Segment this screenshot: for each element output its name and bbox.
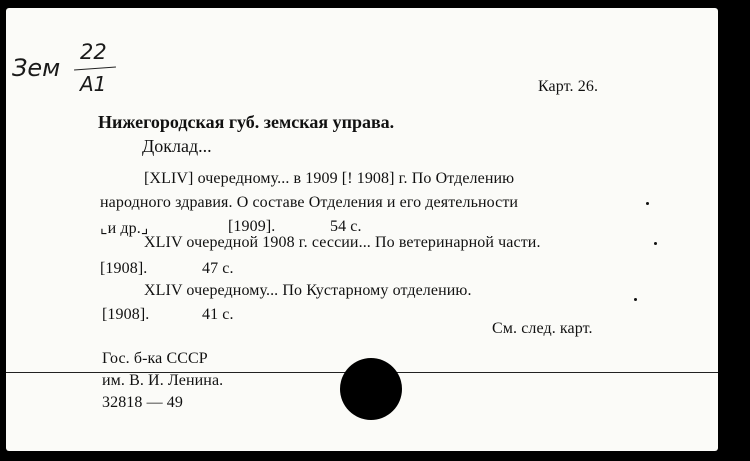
punch-hole [340,358,402,420]
subheading: Доклад... [142,136,212,156]
speck-mark [634,298,637,301]
library-code: 32818 — 49 [102,394,183,411]
handwritten-prefix: Зем [12,54,61,82]
see-next-card-note: См. след. карт. [492,320,593,337]
entry-1-pages: 54 с. [330,218,362,235]
speck-mark [654,242,657,245]
handwritten-fraction-line [74,67,116,71]
heading: Нижегородская губ. земская управа. [98,112,395,132]
entry-3-year: [1908]. [102,306,150,323]
library-name: Гос. б-ка СССР [102,350,208,367]
speck-mark [646,202,649,205]
entry-1-and-others: и др. [107,220,141,237]
card-number: Карт. 26. [538,78,599,95]
entry-1-line-1: [XLIV] очередному... в 1909 [! 1908] г. По Отделению [144,170,515,187]
entry-1-year: [1909]. [228,218,276,235]
entry-2-year: [1908]. [100,260,148,277]
entry-3-line-1: XLIV очередному... По Кустарному отделению. [144,282,472,299]
entry-3-pages: 41 с. [202,306,234,323]
entry-1-line-2: народного здравия. О составе Отделения и его деятельности [100,194,519,211]
entry-1-line-3-a: ⌞и др.⌟ [100,220,149,237]
catalog-card [6,8,718,451]
handwritten-numerator: 22 [80,40,107,64]
entry-2-line-1: XLIV очередной 1908 г. сессии... По ветеринарной части. [144,234,541,251]
handwritten-denominator: А1 [80,72,107,96]
library-named-after: им. В. И. Ленина. [102,372,224,389]
entry-2-pages: 47 с. [202,260,234,277]
